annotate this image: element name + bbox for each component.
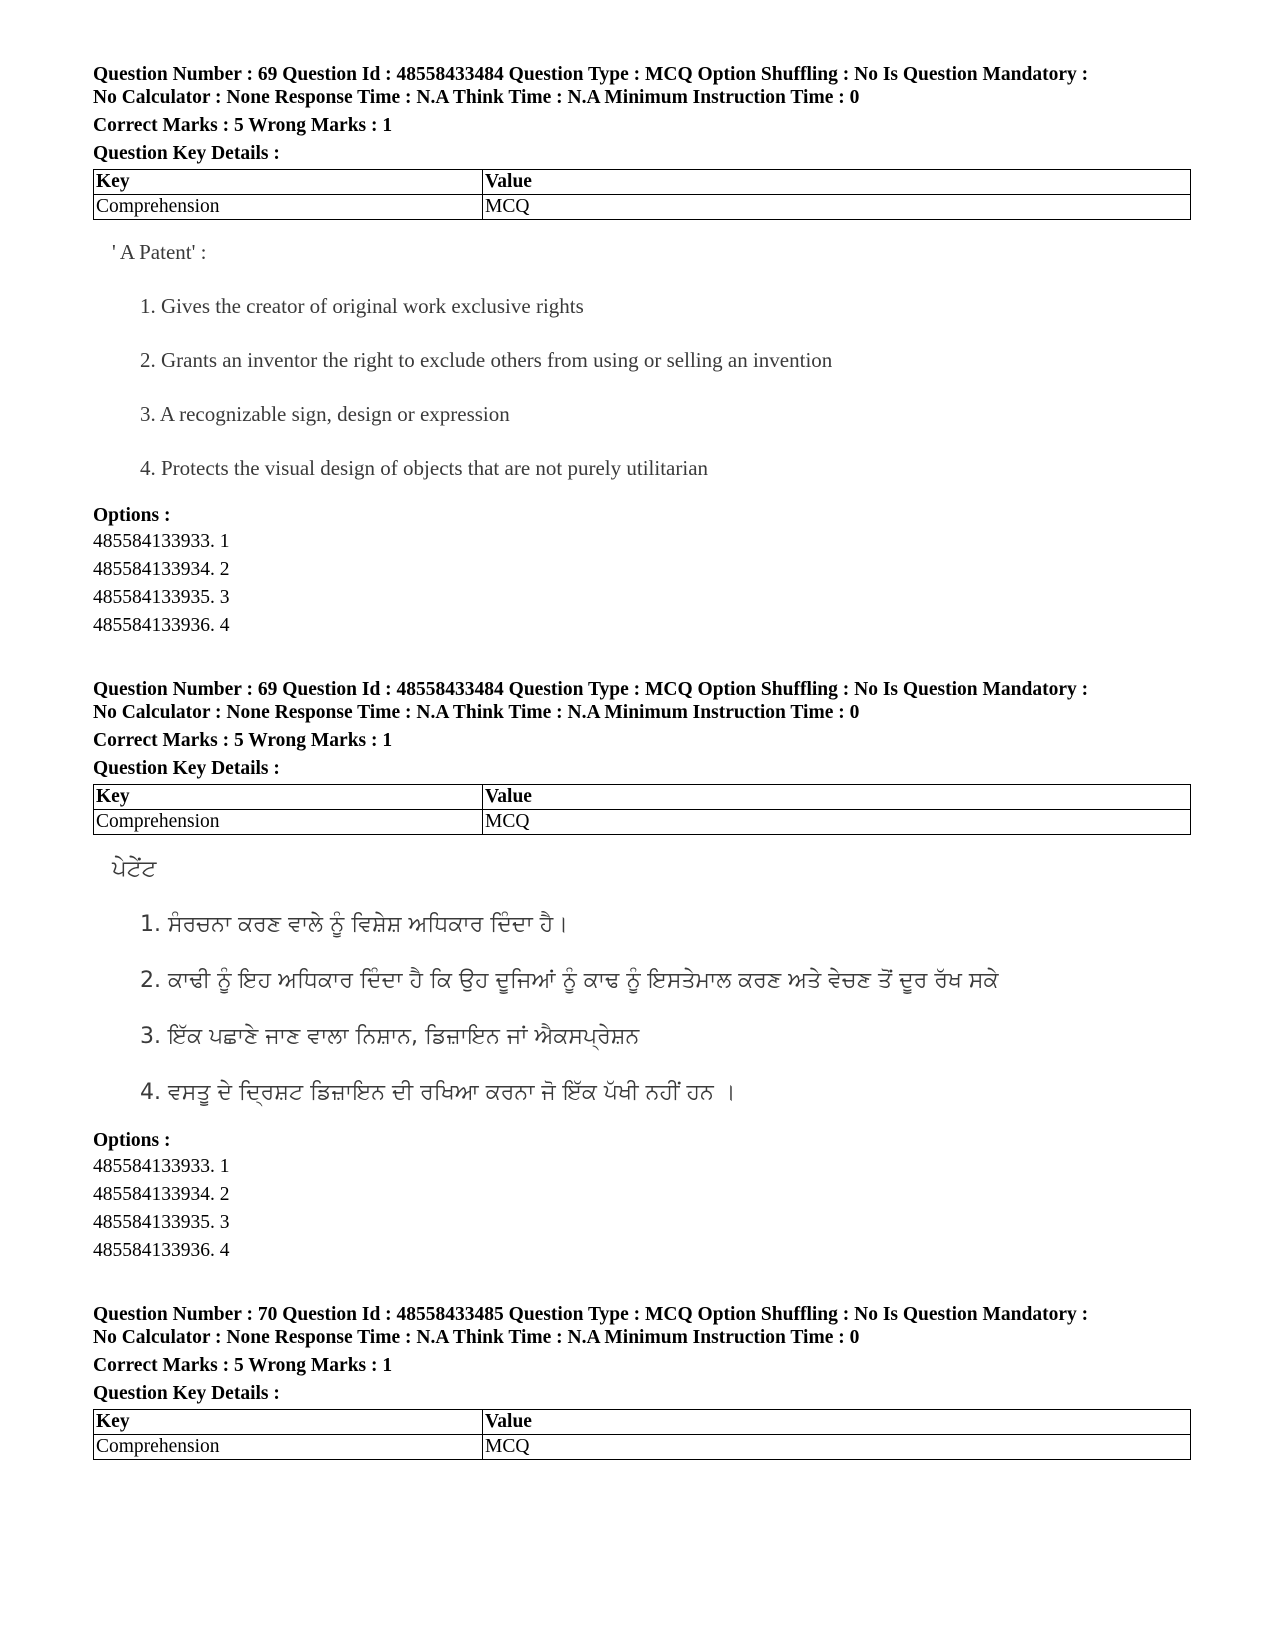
key-cell: Comprehension	[94, 195, 483, 220]
value-cell: MCQ	[483, 1435, 1191, 1460]
statement-item: 2. ਕਾਢੀ ਨੂੰ ਇਹ ਅਧਿਕਾਰ ਦਿੰਦਾ ਹੈ ਕਿ ਉਹ ਦੂਜਿਆਂ ਨੂੰ ਕਾਢ ਨੂੰ ਇਸਤੇਮਾਲ ਕਰਣ ਅਤੇ ਵੇਚਣ ਤੋਂ ਦੂਰ ਰੱਖ ਸਕੇ	[140, 968, 999, 993]
statement-item: 4. Protects the visual design of objects that are not purely utilitarian	[140, 456, 709, 480]
question-marks: Correct Marks : 5 Wrong Marks : 1	[93, 115, 393, 136]
option-item: 485584133934. 2	[93, 1184, 230, 1205]
question-meta-line-2: No Calculator : None Response Time : N.A Think Time : N.A Minimum Instruction Time : 0	[93, 1327, 860, 1348]
key-details-row	[94, 810, 1191, 835]
question-stem: ' A Patent' :	[112, 240, 207, 264]
option-item: 485584133933. 1	[93, 1156, 230, 1177]
question-meta-line-1: Question Number : 69 Question Id : 48558433484 Question Type : MCQ Option Shuffling : No Is Question Mandatory :	[93, 679, 1089, 700]
document-page	[93, 63, 1191, 1460]
question-meta-line-1: Question Number : 69 Question Id : 48558433484 Question Type : MCQ Option Shuffling : No Is Question Mandatory :	[93, 64, 1089, 85]
value-header-cell: Value	[483, 170, 1191, 195]
value-cell: MCQ	[483, 810, 1191, 835]
value-cell: MCQ	[483, 195, 1191, 220]
option-item: 485584133934. 2	[93, 559, 230, 580]
statement-item: 1. ਸੰਰਚਨਾ ਕਰਣ ਵਾਲੇ ਨੂੰ ਵਿਸ਼ੇਸ਼ ਅਧਿਕਾਰ ਦਿੰਦਾ ਹੈ।	[140, 912, 569, 937]
key-details-label: Question Key Details :	[93, 143, 280, 164]
statement-item: 3. A recognizable sign, design or expression	[140, 402, 510, 426]
key-cell: Comprehension	[94, 810, 483, 835]
key-details-table	[93, 784, 1191, 835]
option-item: 485584133936. 4	[93, 615, 230, 636]
statement-item: 4. ਵਸਤੂ ਦੇ ਦ੍ਰਿਸ਼ਟ ਡਿਜ਼ਾਇਨ ਦੀ ਰਖਿਆ ਕਰਨਾ ਜੋ ਇੱਕ ਪੱਖੀ ਨਹੀਂ ਹਨ ।	[140, 1080, 736, 1105]
key-header-cell: Key	[94, 1410, 483, 1435]
key-details-label: Question Key Details :	[93, 758, 280, 779]
question-content	[93, 855, 1191, 1107]
key-details-header-row	[94, 785, 1191, 810]
value-header-cell: Value	[483, 785, 1191, 810]
option-item: 485584133935. 3	[93, 1212, 230, 1233]
key-details-table	[93, 169, 1191, 220]
option-item: 485584133933. 1	[93, 531, 230, 552]
key-details-row	[94, 195, 1191, 220]
key-details-header-row	[94, 170, 1191, 195]
key-header-cell: Key	[94, 170, 483, 195]
value-header-cell: Value	[483, 1410, 1191, 1435]
statement-list	[93, 292, 1191, 482]
question-meta-line-2: No Calculator : None Response Time : N.A Think Time : N.A Minimum Instruction Time : 0	[93, 702, 860, 723]
statement-item: 3. ਇੱਕ ਪਛਾਣੇ ਜਾਣ ਵਾਲਾ ਨਿਸ਼ਾਨ, ਡਿਜ਼ਾਇਨ ਜਾਂ ਐਕਸਪ੍ਰੇਸ਼ਨ	[140, 1024, 640, 1049]
key-header-cell: Key	[94, 785, 483, 810]
key-cell: Comprehension	[94, 1435, 483, 1460]
key-details-label: Question Key Details :	[93, 1383, 280, 1404]
statement-item: 1. Gives the creator of original work exclusive rights	[140, 294, 584, 318]
statement-item: 2. Grants an inventor the right to exclude others from using or selling an invention	[140, 348, 833, 372]
question-block-70	[93, 1303, 1191, 1460]
question-meta-line-1: Question Number : 70 Question Id : 48558433485 Question Type : MCQ Option Shuffling : No Is Question Mandatory :	[93, 1304, 1089, 1325]
question-marks: Correct Marks : 5 Wrong Marks : 1	[93, 730, 393, 751]
question-stem: ਪੇਟੇਂਟ	[112, 856, 157, 882]
question-block-69-punjabi	[93, 678, 1191, 1265]
question-meta	[93, 1303, 1191, 1349]
question-meta-line-2: No Calculator : None Response Time : N.A Think Time : N.A Minimum Instruction Time : 0	[93, 87, 860, 108]
question-meta	[93, 678, 1191, 724]
option-item: 485584133936. 4	[93, 1240, 230, 1261]
question-marks: Correct Marks : 5 Wrong Marks : 1	[93, 1355, 393, 1376]
statement-list	[93, 911, 1191, 1107]
key-details-header-row	[94, 1410, 1191, 1435]
question-content	[93, 238, 1191, 482]
options-label: Options :	[93, 1130, 171, 1151]
options-label: Options :	[93, 505, 171, 526]
key-details-row	[94, 1435, 1191, 1460]
question-meta	[93, 63, 1191, 109]
option-item: 485584133935. 3	[93, 587, 230, 608]
key-details-table	[93, 1409, 1191, 1460]
question-block-69-english	[93, 63, 1191, 640]
